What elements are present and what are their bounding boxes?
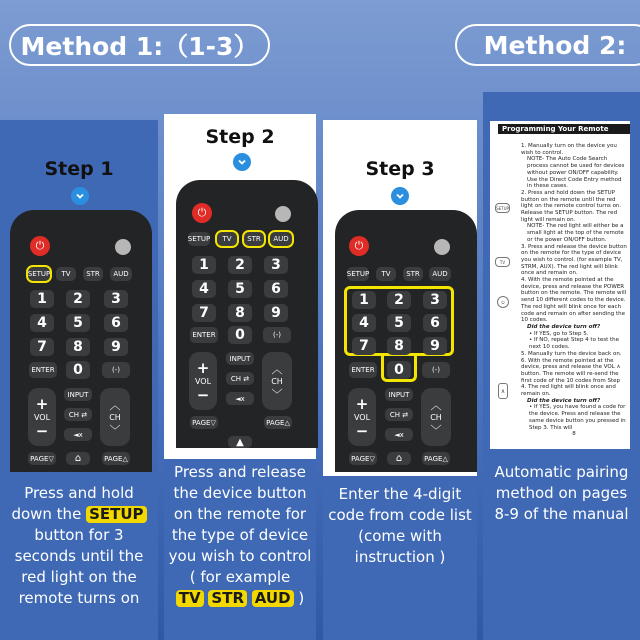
manual-title: Programming Your Remote	[498, 124, 630, 134]
enter-button[interactable]: ENTER	[349, 362, 377, 378]
num-2-button[interactable]: 2	[66, 290, 90, 308]
method-1-heading: Method 1:（1-3）	[9, 24, 270, 66]
step-1-caption	[4, 483, 154, 609]
power-icon[interactable]: ⏻	[349, 236, 369, 256]
caption-line: code from code list	[328, 506, 472, 524]
enter-button[interactable]: ENTER	[190, 327, 218, 343]
num-3-button[interactable]: 3	[423, 291, 447, 309]
page-down-button[interactable]: PAGE▽	[28, 452, 56, 465]
str-chip: STR	[208, 590, 247, 607]
step-1-title: Step 1	[44, 158, 114, 180]
power-icon: ⏻	[497, 296, 509, 308]
num-1-button[interactable]: 1	[30, 290, 54, 308]
num-5-button[interactable]: 5	[387, 314, 411, 332]
num-4-button[interactable]: 4	[30, 314, 54, 332]
manual-line: 4. With the remote pointed at the device, press and release the POWER button on the remote. The remote will send 10 different codes to the device. The red light will blink once for each code and remain on after sending the 10 codes.	[521, 277, 627, 324]
manual-page-number: 8	[572, 431, 576, 438]
step-3-title: Step 3	[365, 158, 435, 180]
num-0-button[interactable]: 0	[228, 326, 252, 344]
num-2-button[interactable]: 2	[387, 291, 411, 309]
channel-rocker[interactable]	[421, 388, 451, 446]
power-icon[interactable]: ⏻	[30, 236, 50, 256]
vol-label: VOL	[33, 412, 51, 422]
sensor-light	[115, 239, 131, 255]
manual-page	[490, 121, 630, 449]
manual-line: 5. Manually turn the device back on.	[521, 350, 622, 357]
volume-down-icon[interactable]: −	[35, 421, 49, 440]
mute-icon[interactable]: ◄x	[385, 428, 413, 441]
num-8-button[interactable]: 8	[387, 337, 411, 355]
enter-button[interactable]: ENTER	[29, 362, 57, 378]
manual-line: 6. With the remote pointed at the device, press and release the VOL ∧ button. The remote will re-send the first code of the 10 codes from Step 4. The red light will blink once and remain on.	[521, 357, 621, 398]
channel-up-icon[interactable]: ︿	[430, 398, 442, 412]
ch-return-button[interactable]: CH ⇄	[385, 408, 413, 421]
caption-line: you wish to control	[168, 547, 312, 565]
ch-label: CH	[109, 412, 121, 422]
num-9-button[interactable]: 9	[104, 338, 128, 356]
manual-line: • If NO, repeat Step 4 to test the next 10 codes.	[529, 337, 620, 351]
num-8-button[interactable]: 8	[228, 304, 252, 322]
num-5-button[interactable]: 5	[228, 280, 252, 298]
tv-button[interactable]: TV	[217, 232, 237, 246]
manual-line: Did the device turn off?	[527, 397, 601, 404]
tv-button[interactable]: TV	[376, 267, 396, 281]
mute-icon[interactable]: ◄x	[226, 392, 254, 405]
ch-return-button[interactable]: CH ⇄	[64, 408, 92, 421]
manual-line: 1. Manually turn on the device you wish to control.	[521, 143, 617, 156]
num-0-button[interactable]: 0	[66, 361, 90, 379]
sensor-light	[275, 206, 291, 222]
step-2-caption	[164, 462, 316, 609]
num-8-button[interactable]: 8	[66, 338, 90, 356]
dash-button[interactable]: (-)	[422, 362, 450, 378]
caption-line: 8-9 of the manual	[494, 505, 629, 523]
volume-up-icon[interactable]: +	[355, 394, 369, 413]
channel-rocker[interactable]	[100, 388, 130, 446]
manual-line: NOTE- The red light will either be a small light at the top of the remote or the power ON/OFF button.	[527, 223, 624, 243]
num-3-button[interactable]: 3	[104, 290, 128, 308]
manual-body	[521, 143, 627, 438]
caption-line: down the	[11, 505, 87, 523]
caption-line: Press and hold	[24, 484, 134, 502]
num-9-button[interactable]: 9	[264, 304, 288, 322]
num-9-button[interactable]: 9	[423, 337, 447, 355]
volume-down-icon[interactable]: −	[196, 385, 210, 404]
num-4-button[interactable]: 4	[192, 280, 216, 298]
caption-line: (come with	[358, 527, 442, 545]
num-2-button[interactable]: 2	[228, 256, 252, 274]
dash-button[interactable]: (-)	[102, 362, 130, 378]
volume-up-icon[interactable]: +	[35, 394, 49, 413]
aud-button[interactable]: AUD	[429, 267, 451, 281]
vol-label: VOL	[353, 412, 371, 422]
volume-down-icon[interactable]: −	[355, 421, 369, 440]
volume-up-icon[interactable]: +	[196, 358, 210, 377]
manual-line: 3. Press and release the device button on the remote for the type of device you wish to control. (for example TV, STRM, AUX). The red light will blink once and remain on.	[521, 243, 627, 277]
home-icon[interactable]: ⌂	[66, 452, 90, 465]
power-icon[interactable]: ⏻	[192, 203, 212, 223]
caption-line: red light on the	[21, 568, 137, 586]
tv-chip: TV	[176, 590, 204, 607]
num-1-button[interactable]: 1	[352, 291, 376, 309]
aud-button[interactable]: AUD	[270, 232, 292, 246]
chevron-down-icon	[391, 187, 409, 205]
manual-line: • If YES, go to Step 5.	[529, 330, 589, 337]
volume-icon: ∧	[498, 383, 508, 399]
num-4-button[interactable]: 4	[352, 314, 376, 332]
page-up-button[interactable]: PAGE△	[102, 452, 130, 465]
caption-line: )	[298, 589, 305, 607]
channel-down-icon[interactable]: ﹀	[271, 387, 283, 401]
num-7-button[interactable]: 7	[192, 304, 216, 322]
page-down-button[interactable]: PAGE▽	[190, 416, 218, 429]
method-2-heading: Method 2:	[455, 24, 640, 66]
num-6-button[interactable]: 6	[104, 314, 128, 332]
setup-button[interactable]: SETUP	[28, 267, 50, 281]
caption-line: remote turns on	[18, 589, 140, 607]
ch-label: CH	[271, 376, 283, 386]
caption-line: the device button	[173, 484, 307, 502]
channel-up-icon[interactable]: ︿	[271, 362, 283, 376]
remote-control	[10, 210, 152, 472]
caption-line: on the remote for	[173, 505, 307, 523]
num-0-button[interactable]: 0	[387, 361, 411, 379]
caption-line: Enter the 4-digit	[338, 485, 462, 503]
num-3-button[interactable]: 3	[264, 256, 288, 274]
volume-rocker[interactable]	[28, 388, 56, 446]
str-button[interactable]: STR	[244, 232, 264, 246]
method-2-caption	[483, 462, 640, 525]
aud-button[interactable]: AUD	[110, 267, 132, 281]
page-down-button[interactable]: PAGE▽	[349, 452, 377, 465]
chevron-down-icon	[233, 153, 251, 171]
tv-button[interactable]: TV	[56, 267, 76, 281]
setup-icon: SETUP	[495, 203, 510, 213]
caption-line: Press and release	[174, 463, 306, 481]
aud-chip: AUD	[252, 590, 294, 607]
manual-line: • If YES, you have found a code for the device. Press and release the same device button you pressed in Step 3. This will	[529, 404, 626, 431]
num-6-button[interactable]: 6	[423, 314, 447, 332]
caption-line: Automatic pairing	[494, 463, 629, 481]
remote-control	[176, 180, 318, 448]
caption-line: method on pages	[495, 484, 628, 502]
setup-chip: SETUP	[86, 506, 146, 523]
manual-line: 2. Press and hold down the SETUP button on the remote until the red light on the remote control turns on. Release the SETUP button. The red light will remain on.	[521, 189, 622, 223]
manual-line: Did the device turn off?	[527, 323, 601, 330]
channel-rocker[interactable]	[262, 352, 292, 410]
sensor-light	[434, 239, 450, 255]
tv-icon: TV	[495, 257, 510, 267]
manual-line: NOTE- The Auto Code Search process cannot be used for devices without power ON/OFF capability. Use the Direct Code Entry method in these cases.	[527, 156, 625, 190]
caption-line: ( for example	[189, 568, 291, 586]
num-1-button[interactable]: 1	[192, 256, 216, 274]
up-arrow-icon[interactable]: ▲	[228, 436, 252, 448]
num-7-button[interactable]: 7	[352, 337, 376, 355]
input-button[interactable]: INPUT	[385, 388, 413, 401]
remote-control	[335, 210, 477, 472]
channel-down-icon[interactable]: ﹀	[109, 423, 121, 437]
step-3-caption	[323, 484, 477, 568]
input-button[interactable]: INPUT	[226, 352, 254, 365]
setup-button[interactable]: SETUP	[347, 267, 369, 281]
str-button[interactable]: STR	[83, 267, 103, 281]
caption-line: button for 3	[34, 526, 124, 544]
ch-return-button[interactable]: CH ⇄	[226, 372, 254, 385]
step-2-title: Step 2	[205, 126, 275, 148]
num-7-button[interactable]: 7	[30, 338, 54, 356]
input-button[interactable]: INPUT	[64, 388, 92, 401]
vol-label: VOL	[194, 376, 212, 386]
channel-down-icon[interactable]: ﹀	[430, 423, 442, 437]
caption-line: the type of device	[171, 526, 309, 544]
volume-rocker[interactable]	[348, 388, 376, 446]
caption-line: instruction )	[354, 548, 446, 566]
caption-line: seconds until the	[14, 547, 144, 565]
num-6-button[interactable]: 6	[264, 280, 288, 298]
setup-button[interactable]: SETUP	[188, 232, 210, 246]
volume-rocker[interactable]	[189, 352, 217, 410]
page-up-button[interactable]: PAGE△	[422, 452, 450, 465]
page-up-button[interactable]: PAGE△	[264, 416, 292, 429]
num-5-button[interactable]: 5	[66, 314, 90, 332]
ch-label: CH	[430, 412, 442, 422]
channel-up-icon[interactable]: ︿	[109, 398, 121, 412]
chevron-down-icon	[71, 187, 89, 205]
home-icon[interactable]: ⌂	[387, 452, 411, 465]
dash-button[interactable]: (-)	[263, 327, 291, 343]
str-button[interactable]: STR	[403, 267, 423, 281]
mute-icon[interactable]: ◄x	[64, 428, 92, 441]
